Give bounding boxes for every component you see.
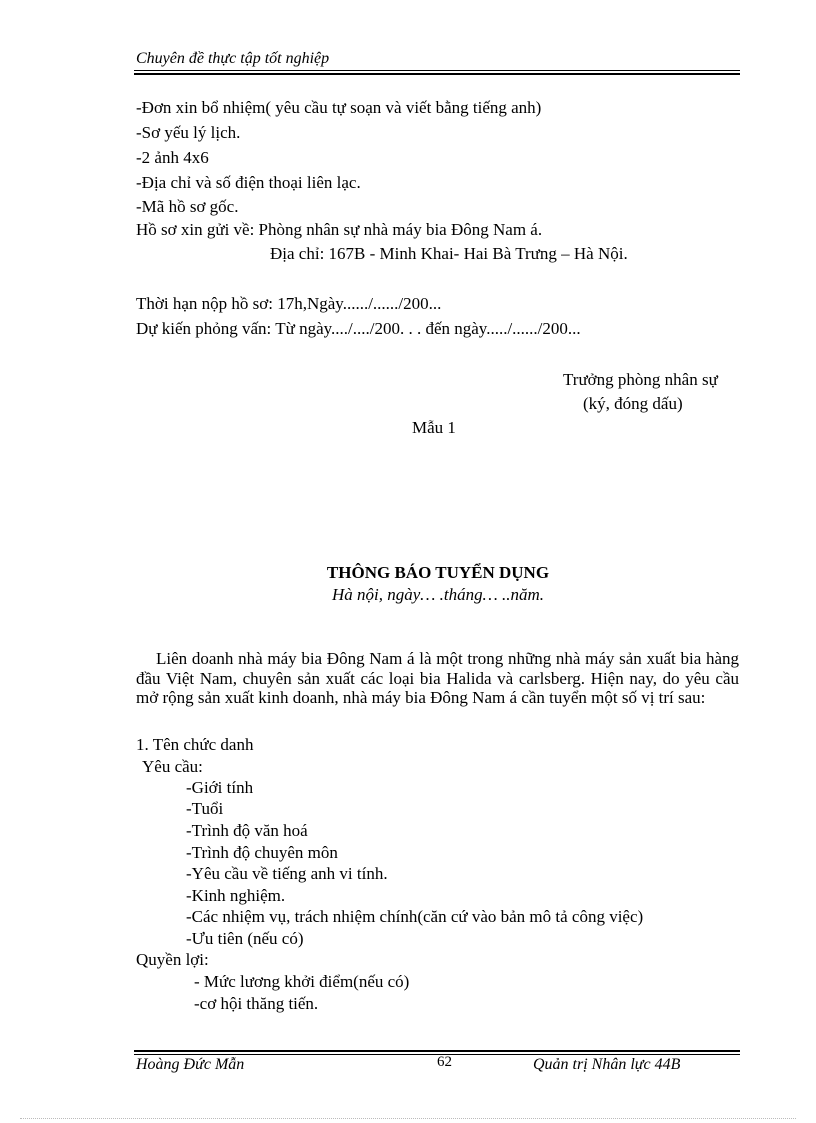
list-item: -Mã hồ sơ gốc. xyxy=(136,197,239,216)
requirement-item: -Các nhiệm vụ, trách nhiệm chính(căn cứ vào bản mô tả công việc) xyxy=(186,907,644,926)
requirement-item: -Trình độ văn hoá xyxy=(186,821,308,840)
notice-intro: Liên doanh nhà máy bia Đông Nam á là một trong những nhà máy sản xuất bia hàng đầu Việt Nam, chuyên sản xuất các loại bia Halida và carlsberg. Hiện nay, do yêu cầu mở rộng sản xuất kinh doanh, nhà máy bia Đông Nam á cần tuyển một số vị trí sau: xyxy=(136,649,739,707)
page-edge-divider xyxy=(20,1118,796,1119)
notice-date-line: Hà nội, ngày… .tháng… ..năm. xyxy=(331,585,545,604)
header-rule-thin xyxy=(134,70,740,71)
signature-note: (ký, đóng dấu) xyxy=(583,394,683,413)
list-item: -Địa chỉ và số điện thoại liên lạc. xyxy=(136,173,361,192)
header-title: Chuyên đề thực tập tốt nghiệp xyxy=(136,50,330,67)
footer-author: Hoàng Đức Mẫn xyxy=(136,1056,245,1073)
notice-title: THÔNG BÁO TUYỂN DỤNG xyxy=(326,563,550,582)
deadline-line: Thời hạn nộp hồ sơ: 17h,Ngày....../....../200... xyxy=(136,294,442,313)
address-line: Địa chỉ: 167B - Minh Khai- Hai Bà Trưng – Hà Nội. xyxy=(270,244,628,263)
signature-title: Trưởng phòng nhân sự xyxy=(563,370,718,389)
requirement-item: -Giới tính xyxy=(186,778,254,797)
interview-line: Dự kiến phỏng vấn: Từ ngày..../..../200. . . đến ngày...../....../200... xyxy=(136,319,581,338)
requirement-item: -Tuổi xyxy=(186,799,224,818)
position-title: 1. Tên chức danh xyxy=(136,735,254,754)
send-to-line: Hồ sơ xin gửi về: Phòng nhân sự nhà máy bia Đông Nam á. xyxy=(136,220,543,239)
page-number: 62 xyxy=(437,1054,452,1070)
requirement-item: -Ưu tiên (nếu có) xyxy=(186,929,304,948)
benefits-label: Quyền lợi: xyxy=(136,950,209,969)
requirement-item: -Yêu cầu về tiếng anh vi tính. xyxy=(186,864,388,883)
requirement-item: -Kinh nghiệm. xyxy=(186,886,286,905)
benefit-item: -cơ hội thăng tiến. xyxy=(194,994,319,1013)
list-item: -Sơ yếu lý lịch. xyxy=(136,123,241,142)
list-item: -Đơn xin bổ nhiệm( yêu cầu tự soạn và viết bằng tiếng anh) xyxy=(136,98,542,117)
requirement-item: -Trình độ chuyên môn xyxy=(186,843,338,862)
list-item: -2 ảnh 4x6 xyxy=(136,148,209,167)
footer-course: Quản trị Nhân lực 44B xyxy=(533,1056,681,1073)
benefit-item: - Mức lương khởi điểm(nếu có) xyxy=(194,972,410,991)
form-label: Mẫu 1 xyxy=(412,418,456,437)
requirements-label: Yêu cầu: xyxy=(142,757,203,776)
header-rule-thick xyxy=(134,73,740,75)
footer-rule-thick xyxy=(134,1050,740,1052)
